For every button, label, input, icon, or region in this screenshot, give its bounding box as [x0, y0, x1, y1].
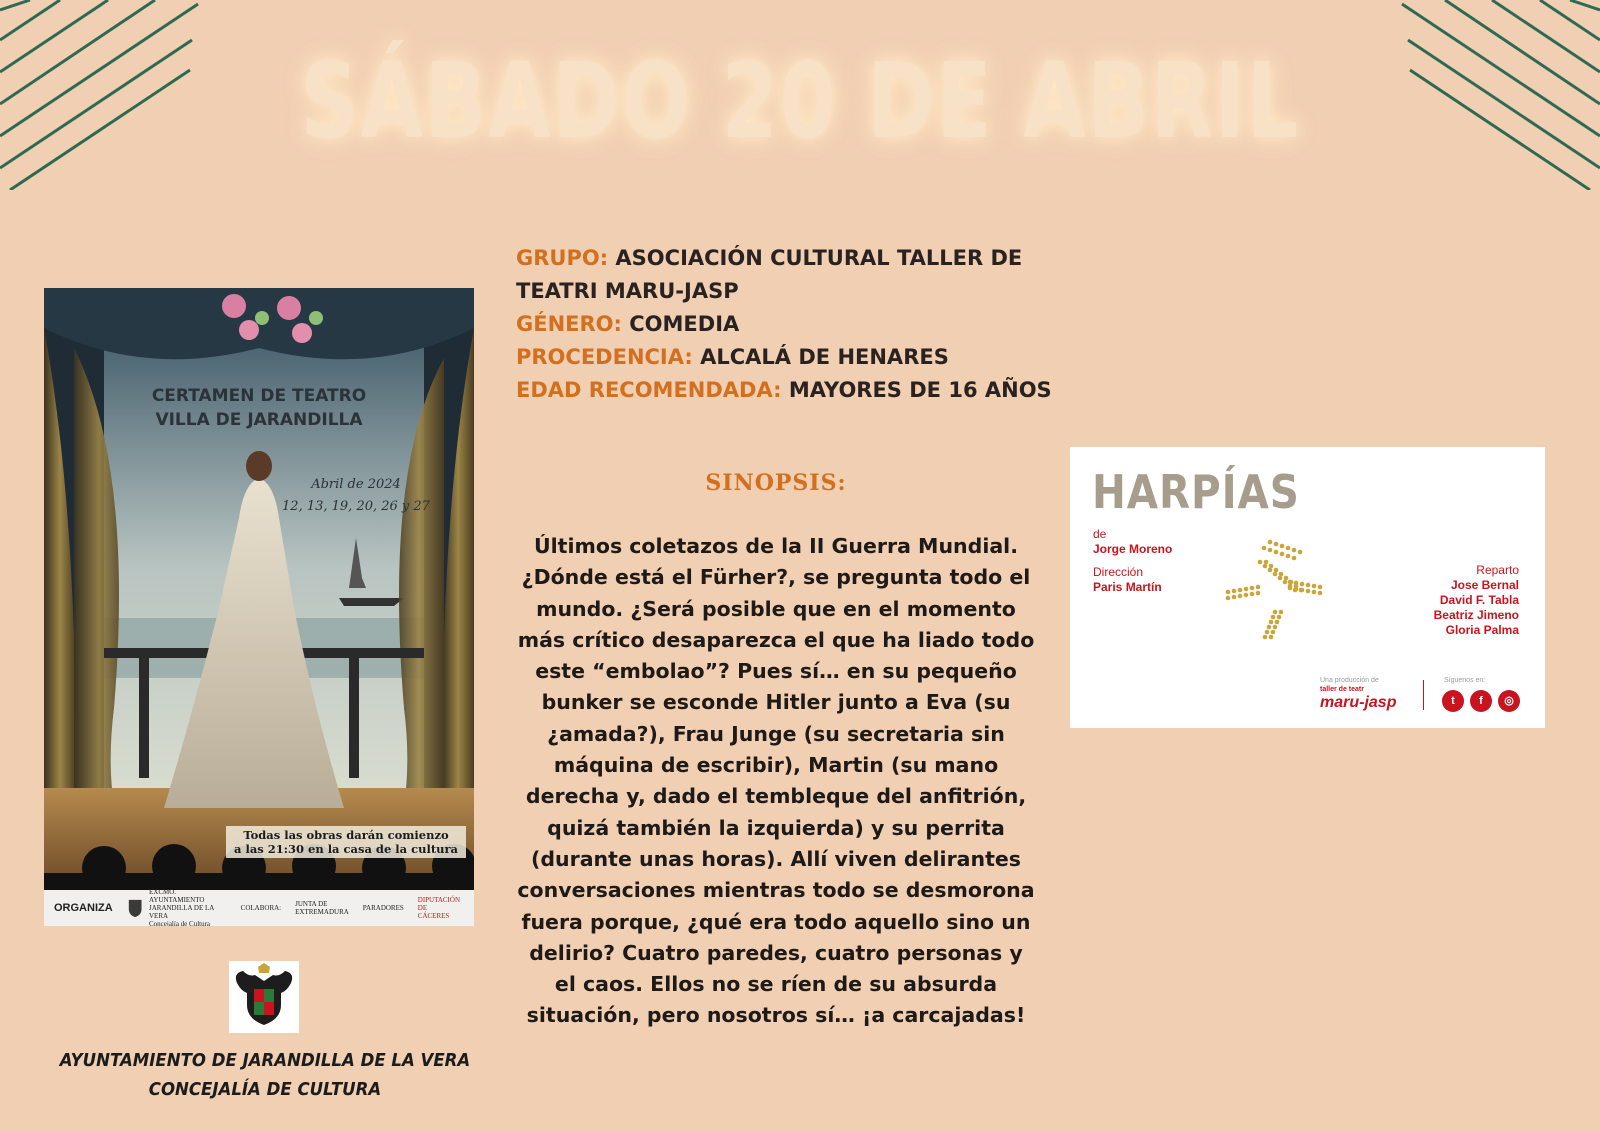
genero-row: [516, 308, 1056, 341]
council-name: [58, 1046, 472, 1104]
brand-name: maru-jasp: [1320, 694, 1397, 711]
event-date-headline: SÁBADO 20 DE ABRIL: [300, 40, 1300, 162]
grupo-label: GRUPO:: [516, 246, 609, 270]
council-crest: [229, 961, 299, 1033]
twitter-icon[interactable]: t: [1442, 690, 1464, 712]
poster-start-time-note: [226, 826, 466, 858]
poster-dates: [266, 474, 446, 518]
cast-member: Beatriz Jimeno: [1433, 608, 1519, 622]
poster-title-line2: VILLA DE JARANDILLA: [155, 410, 363, 430]
junta-line1: JUNTA DE: [295, 900, 328, 908]
synopsis-text: Últimos coletazos de la II Guerra Mundial. ¿Dónde está el Fürher?, se pregunta todo el mundo. ¿Será posible que en el momento más crítico desaparezca el que ha liado todo este “embolao”? Pues sí… en su pequeño bunker se esconde Hitler junto a Eva (su ¿amada?), Frau Junge (su secretaria sin máquina de escribir), Martin (su mano derecha y, dado el tembleque del anfitrión, quizá también la izquierda) y su perrita (durante unas horas). Allí viven delirantes conversaciones mientras todo se desmorona fuera porque, ¿qué era todo aquello sino un delirio? Cuatro paredes, cuatro personas y el caos. Ellos no se ríen de su absurda situación, pero nosotros sí… ¡a carcajadas!: [517, 534, 1035, 1028]
poster-title-line1: CERTAMEN DE TEATRO: [151, 386, 367, 406]
council-crest-icon: [127, 897, 143, 919]
poster-note-line2: a las 21:30 en la casa de la cultura: [234, 842, 458, 856]
ayto-line1: EXCMO. AYUNTAMIENTO: [149, 888, 205, 904]
festival-poster: [44, 288, 474, 926]
play-title-card: [1070, 447, 1545, 728]
council-line1: AYUNTAMIENTO DE JARANDILLA DE LA VERA: [59, 1050, 471, 1071]
producer-brand: [1320, 687, 1396, 712]
double-eagle-crest-icon: [229, 961, 299, 1033]
procedencia-label: PROCEDENCIA:: [516, 345, 693, 369]
director-name: Paris Martín: [1093, 580, 1162, 594]
decorative-stripes-left: [0, 0, 200, 190]
diputacion-line2: DE CÁCERES: [417, 904, 450, 920]
play-details: [516, 242, 1056, 407]
diputacion-line1: DIPUTACIÓN: [417, 896, 460, 904]
junta-line2: EXTREMADURA: [295, 908, 349, 916]
synopsis-heading: SINOPSIS:: [705, 470, 847, 496]
council-line2: CONCEJALÍA DE CULTURA: [148, 1079, 382, 1100]
cast-list: [1434, 563, 1519, 638]
poster-date-line1: Abril de 2024: [311, 477, 401, 492]
direccion-label: Dirección: [1093, 565, 1144, 579]
genero-value: COMEDIA: [629, 312, 740, 336]
paradores-sponsor: PARADORES: [362, 904, 404, 912]
dotted-symbol-graphic: [1220, 532, 1340, 647]
reparto-label: Reparto: [1476, 563, 1519, 577]
card-divider: [1423, 680, 1424, 710]
ayto-line2: JARANDILLA DE LA VERA: [149, 904, 214, 920]
poster-sponsors-bar: [44, 890, 474, 926]
grupo-row: [516, 242, 1056, 308]
credits-left: [1093, 527, 1172, 595]
de-label: de: [1093, 527, 1107, 541]
genero-label: GÉNERO:: [516, 312, 622, 336]
decorative-stripes-right: [1400, 0, 1600, 190]
poster-title: [44, 384, 474, 432]
edad-label: EDAD RECOMENDADA:: [516, 378, 782, 402]
edad-row: [516, 374, 1056, 407]
facebook-icon[interactable]: f: [1470, 690, 1492, 712]
cast-member: Jose Bernal: [1450, 578, 1519, 592]
organiza-label: ORGANIZA: [54, 902, 113, 914]
cast-member: David F. Tabla: [1439, 593, 1519, 607]
cast-member: Gloria Palma: [1445, 623, 1519, 637]
ayto-line3: Concejalía de Cultura: [149, 920, 211, 926]
grupo-value: ASOCIACIÓN CULTURAL TALLER DE TEATRI MARU-JASP: [516, 246, 1023, 303]
edad-value: MAYORES DE 16 AÑOS: [788, 378, 1052, 402]
diputacion-sponsor: [418, 896, 460, 920]
poster-date-line2: 12, 13, 19, 20, 26 y 27: [282, 499, 430, 514]
poster-note-line1: Todas las obras darán comienzo: [243, 828, 449, 842]
produccion-label: Una producción de: [1320, 677, 1379, 684]
brand-small: taller de teatr: [1320, 686, 1364, 693]
ayuntamiento-sponsor: [149, 888, 227, 926]
follow-label: Síguenos en:: [1444, 677, 1486, 684]
play-title: HARPÍAS: [1092, 465, 1300, 519]
colabora-label: COLABORA:: [240, 904, 282, 912]
procedencia-row: [516, 341, 1056, 374]
author-name: Jorge Moreno: [1093, 542, 1173, 556]
instagram-icon[interactable]: ◎: [1498, 690, 1520, 712]
junta-sponsor: [295, 900, 349, 916]
procedencia-value: ALCALÁ DE HENARES: [700, 345, 949, 369]
